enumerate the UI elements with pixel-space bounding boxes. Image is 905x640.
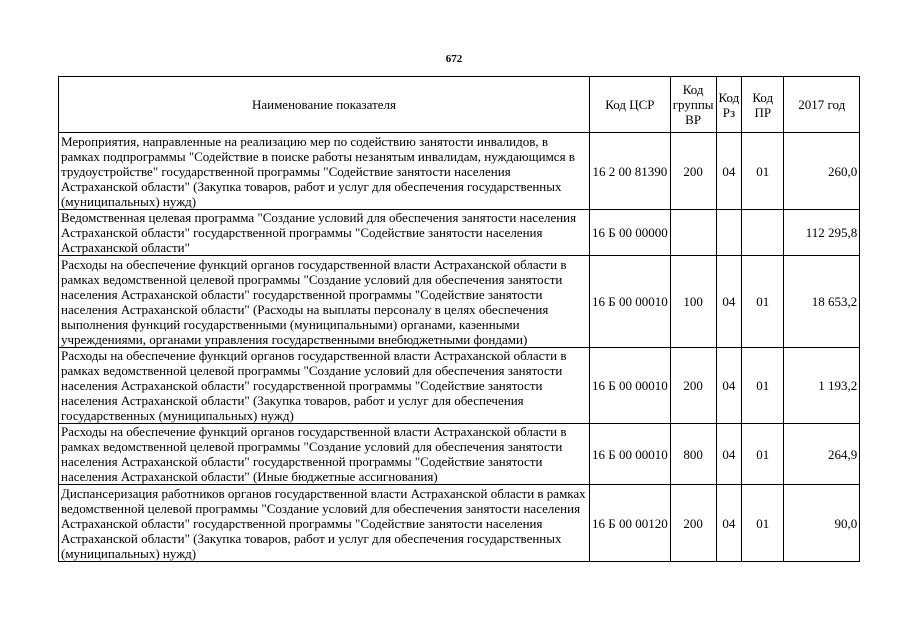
header-pr: Код ПР [742,77,784,133]
row-amount: 90,0 [784,485,860,562]
table-header-row [59,77,860,133]
row-vr: 200 [670,485,716,562]
row-vr: 800 [670,424,716,485]
row-pr: 01 [742,133,784,210]
row-pr: 01 [742,348,784,424]
row-name: Ведомственная целевая программа "Создание условий для обеспечения занятости населения Астраханской области" государственной программы "Содействие занятости населения Астраханской области" [59,210,590,256]
row-pr: 01 [742,485,784,562]
row-vr: 200 [670,348,716,424]
row-pr [742,210,784,256]
row-csr: 16 Б 00 00010 [590,424,671,485]
row-rz: 04 [716,424,742,485]
row-vr: 200 [670,133,716,210]
page-number: 672 [445,53,463,65]
row-amount: 264,9 [784,424,860,485]
row-pr: 01 [742,424,784,485]
header-csr: Код ЦСР [590,77,671,133]
row-csr: 16 2 00 81390 [590,133,671,210]
row-rz: 04 [716,133,742,210]
table-row [59,133,860,210]
row-amount: 260,0 [784,133,860,210]
row-rz: 04 [716,348,742,424]
header-vr: Код группы ВР [670,77,716,133]
row-rz: 04 [716,256,742,348]
row-vr [670,210,716,256]
header-year: 2017 год [784,77,860,133]
table-row [59,348,860,424]
header-name: Наименование показателя [59,77,590,133]
row-amount: 18 653,2 [784,256,860,348]
row-amount: 1 193,2 [784,348,860,424]
table-row [59,210,860,256]
row-pr: 01 [742,256,784,348]
row-name: Расходы на обеспечение функций органов государственной власти Астраханской области в рамках ведомственной целевой программы "Создание условий для обеспечения занятости населения Астраханской области" государственной программы "Содействие занятости населения Астраханской области" (Расходы на выплаты персоналу в целях обеспечения выполнения функций государственными (муниципальными) органами, казенными учреждениями, органами управления государственными внебюджетными фондами) [59,256,590,348]
row-name: Расходы на обеспечение функций органов государственной власти Астраханской области в рамках ведомственной целевой программы "Создание условий для обеспечения занятости населения Астраханской области" государственной программы "Содействие занятости населения Астраханской области" (Закупка товаров, работ и услуг для обеспечения государственных (муниципальных) нужд) [59,348,590,424]
row-csr: 16 Б 00 00120 [590,485,671,562]
row-vr: 100 [670,256,716,348]
header-rz: Код Рз [716,77,742,133]
row-rz: 04 [716,485,742,562]
row-rz [716,210,742,256]
row-name: Мероприятия, направленные на реализацию мер по содействию занятости инвалидов, в рамках подпрограммы "Содействие в поиске работы незанятым инвалидам, нуждающимся в трудоустройстве" государственной программы "Содействие занятости населения Астраханской области" (Закупка товаров, работ и услуг для обеспечения государственных (муниципальных) нужд) [59,133,590,210]
row-csr: 16 Б 00 00000 [590,210,671,256]
row-amount: 112 295,8 [784,210,860,256]
table-row [59,485,860,562]
budget-table [58,76,860,562]
table-row [59,256,860,348]
row-name: Диспансеризация работников органов государственной власти Астраханской области в рамках ведомственной целевой программы "Создание условий для обеспечения занятости населения Астраханской области" государственной программы "Содействие занятости населения Астраханской области" (Закупка товаров, работ и услуг для обеспечения государственных (муниципальных) нужд) [59,485,590,562]
row-csr: 16 Б 00 00010 [590,256,671,348]
row-name: Расходы на обеспечение функций органов государственной власти Астраханской области в рамках ведомственной целевой программы "Создание условий для обеспечения занятости населения Астраханской области" государственной программы "Содействие занятости населения Астраханской области" (Иные бюджетные ассигнования) [59,424,590,485]
table-row [59,424,860,485]
row-csr: 16 Б 00 00010 [590,348,671,424]
